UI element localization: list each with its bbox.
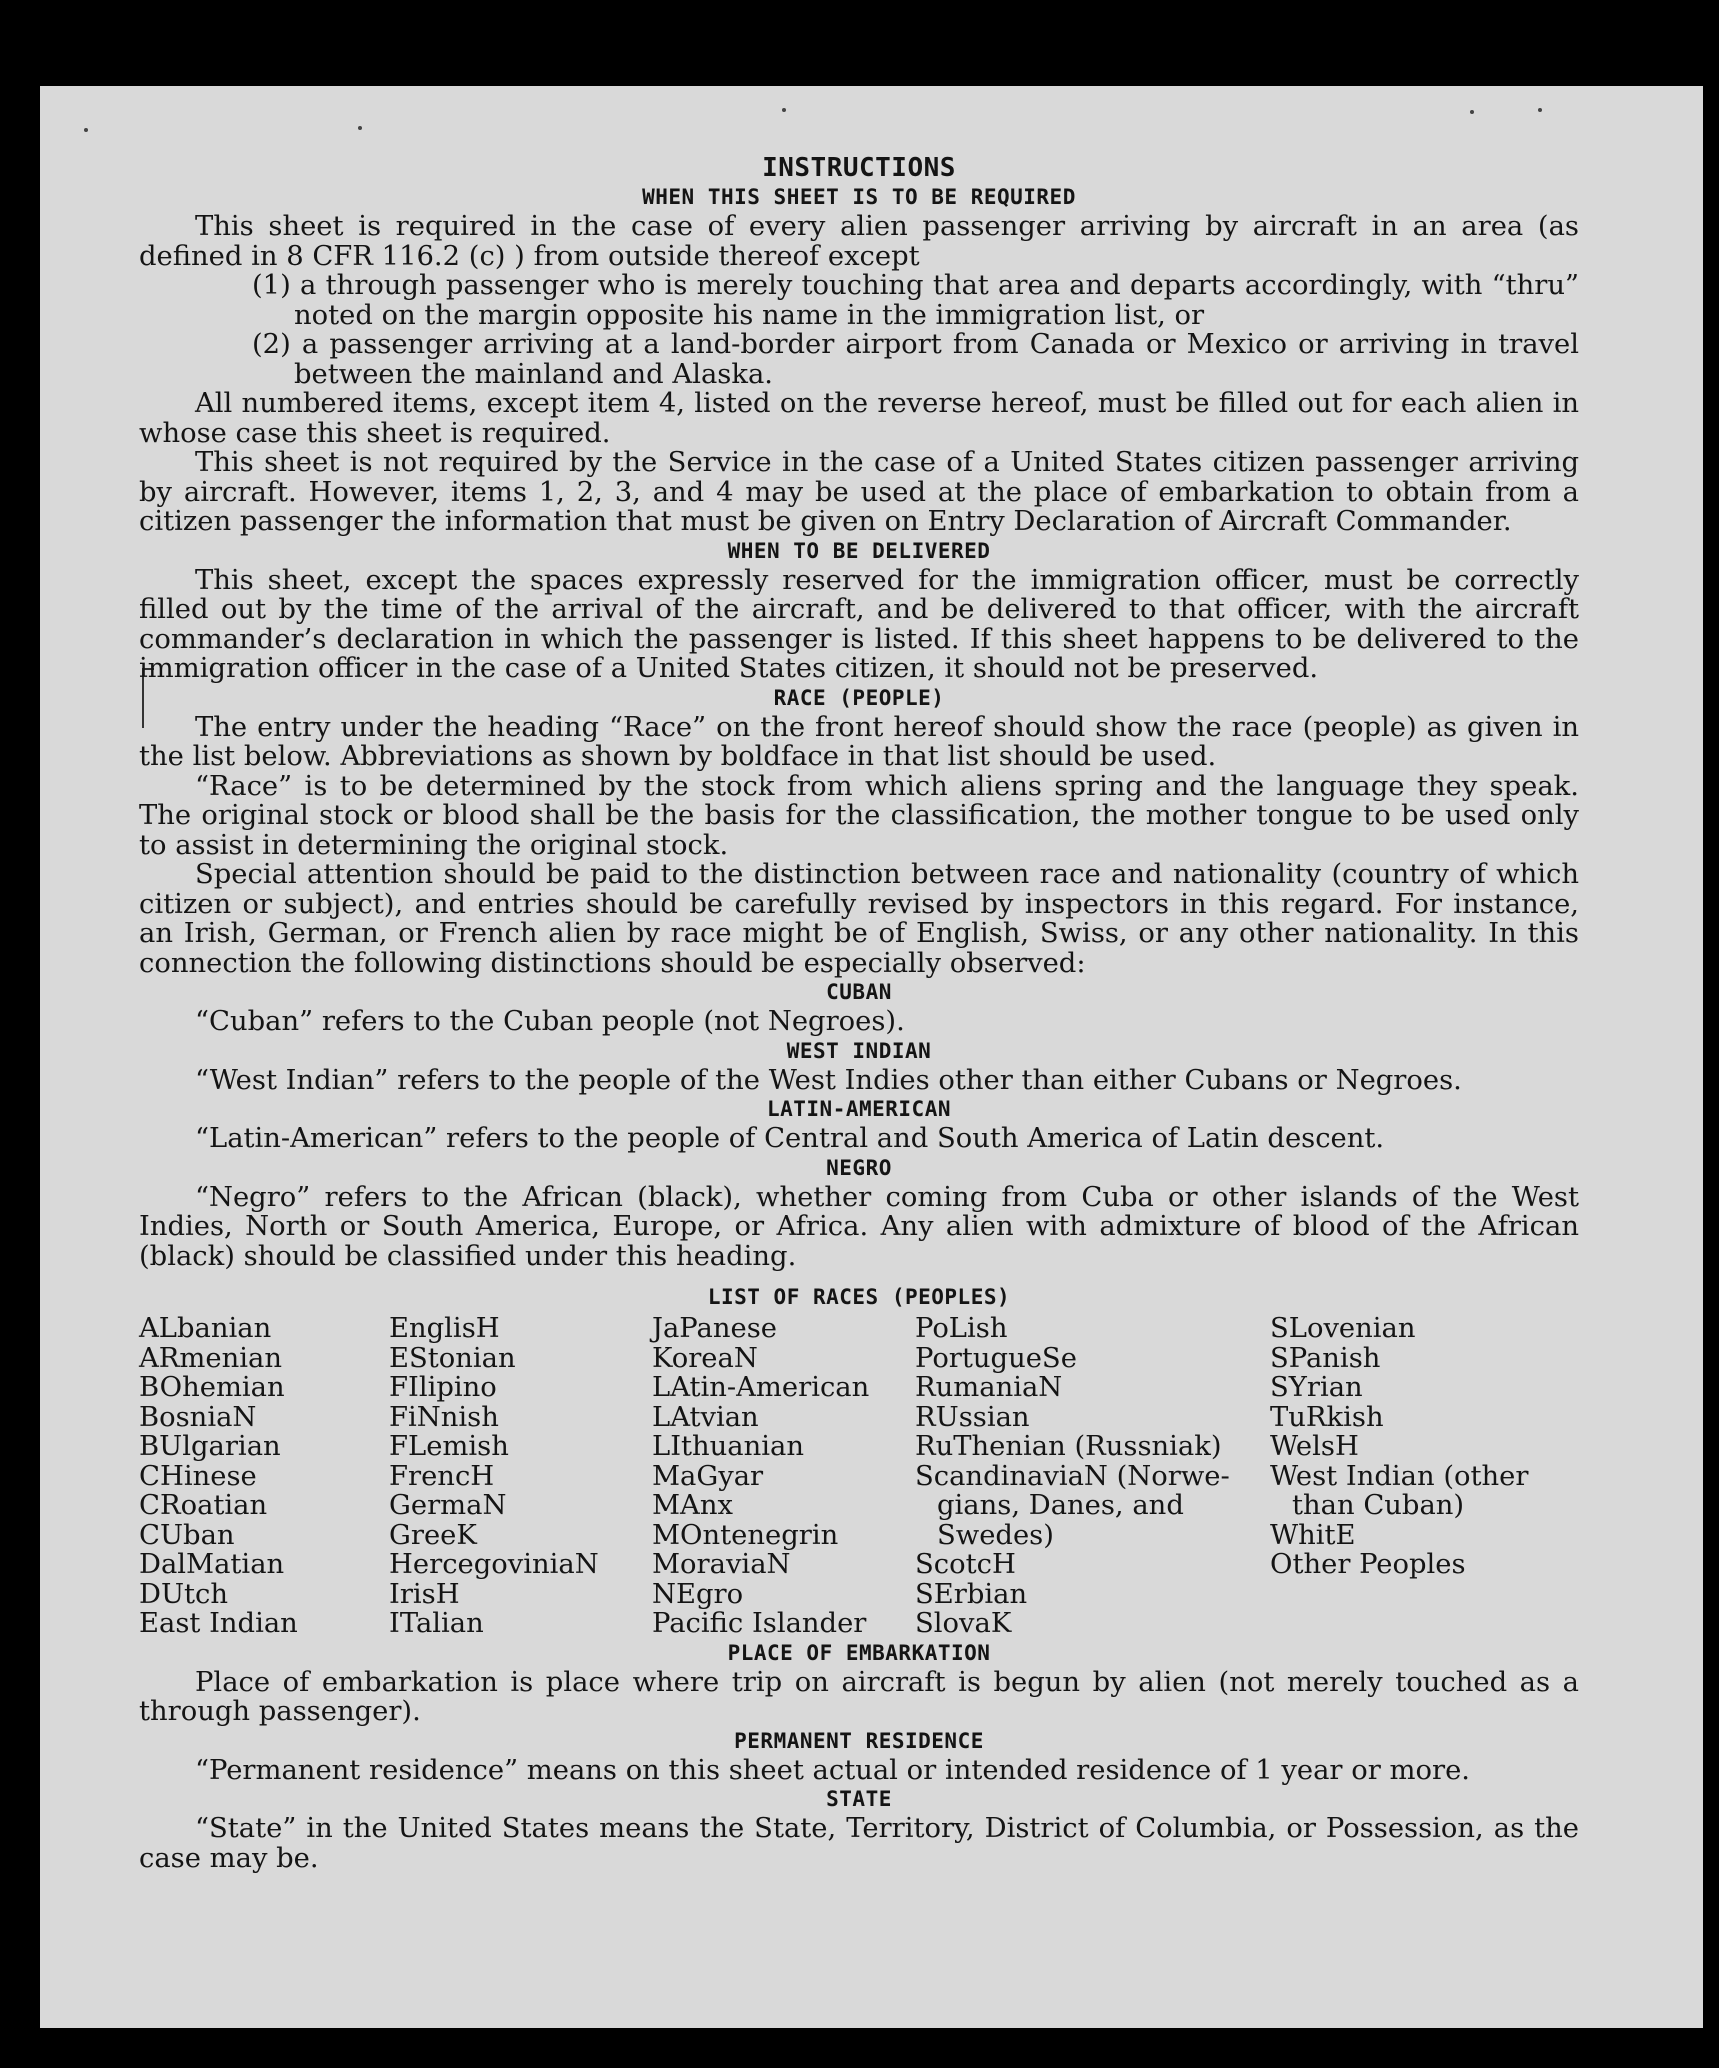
state-para: “State” in the United States means the State, Territory, District of Columbia, or Possession, as the case may be. bbox=[139, 1813, 1579, 1874]
race-item: RUssian bbox=[915, 1401, 1030, 1433]
race-item: WelsH bbox=[1270, 1431, 1359, 1462]
race-item: CRoatian bbox=[139, 1490, 268, 1521]
race-item: MAnx bbox=[652, 1490, 733, 1521]
race-item: FiNnish bbox=[389, 1401, 499, 1433]
section-heading-embarkation: PLACE OF EMBARKATION bbox=[727, 1640, 991, 1665]
race-item: RumaniaN bbox=[915, 1372, 1063, 1403]
race-item: FLemish bbox=[389, 1431, 509, 1462]
document-sheet bbox=[40, 86, 1703, 2028]
section-heading-state: STATE bbox=[826, 1787, 892, 1811]
race-item: FIlipino bbox=[389, 1372, 497, 1403]
race-item: ITalian bbox=[389, 1608, 484, 1639]
when-required-item-1: (1) a through passenger who is merely touching that area and departs accordingly, with “thru” noted on the margin opposite his name in the immigration list, or bbox=[252, 270, 1579, 331]
race-item: BUlgarian bbox=[139, 1431, 281, 1462]
race-item: Other Peoples bbox=[1270, 1549, 1466, 1580]
section-heading-cuban: CUBAN bbox=[826, 980, 892, 1004]
races-column-3 bbox=[652, 1314, 915, 1639]
race-item: DalMatian bbox=[139, 1549, 285, 1580]
race-item: SErbian bbox=[915, 1578, 1028, 1610]
section-heading-when-delivered: WHEN TO BE DELIVERED bbox=[727, 538, 991, 563]
cuban-para: “Cuban” refers to the Cuban people (not Negroes). bbox=[195, 1006, 905, 1037]
race-item: CUban bbox=[139, 1519, 235, 1551]
race-item: Swedes) bbox=[937, 1519, 1054, 1551]
race-para-2: “Race” is to be determined by the stock from which aliens spring and the language they speak. The original stock or blood shall be the basis for the classification, the mother tongue to be used only to assist in determining the original stock. bbox=[139, 770, 1579, 861]
race-item: SLovenian bbox=[1270, 1313, 1416, 1344]
race-item: East Indian bbox=[139, 1608, 298, 1639]
race-item: ScotcH bbox=[915, 1549, 1016, 1580]
section-heading-residence: PERMANENT RESIDENCE bbox=[734, 1728, 984, 1753]
race-item: IrisH bbox=[389, 1578, 460, 1610]
latin-american-para: “Latin-American” refers to the people of Central and South America of Latin descent. bbox=[195, 1123, 1385, 1154]
race-item: ARmenian bbox=[139, 1342, 282, 1374]
race-item: MOntenegrin bbox=[652, 1519, 839, 1551]
race-item: EnglisH bbox=[389, 1313, 500, 1344]
race-item: gians, Danes, and bbox=[937, 1490, 1184, 1521]
race-item: BOhemian bbox=[139, 1372, 285, 1403]
race-item: than Cuban) bbox=[1292, 1490, 1465, 1521]
race-item: SPanish bbox=[1270, 1342, 1381, 1374]
race-item: MaGyar bbox=[652, 1460, 764, 1492]
negro-para: “Negro” refers to the African (black), whether coming from Cuba or other islands of the West Indies, North or South America, Europe, or Africa. Any alien with admixture of blood of the African (black) should be classified under this heading. bbox=[139, 1181, 1579, 1272]
west-indian-para: “West Indian” refers to the people of the West Indies other than either Cubans or Negroes. bbox=[195, 1064, 1462, 1096]
race-item: SlovaK bbox=[915, 1608, 1012, 1639]
section-heading-when-required: WHEN THIS SHEET IS TO BE REQUIRED bbox=[642, 185, 1076, 209]
race-item: GermaN bbox=[389, 1490, 507, 1521]
when-required-intro: This sheet is required in the case of every alien passenger arriving by aircraft in an area (as defined in 8 CFR 116.2 (c) ) from outside thereof except bbox=[139, 211, 1579, 272]
when-required-para-2: All numbered items, except item 4, listed on the reverse hereof, must be filled out for each alien in whose case this sheet is required. bbox=[139, 388, 1579, 449]
races-list bbox=[139, 1314, 1579, 1639]
speck bbox=[1470, 110, 1474, 114]
when-required-para-3: This sheet is not required by the Service in the case of a United States citizen passenger arriving by aircraft. However, items 1, 2, 3, and 4 may be used at the place of embarkation to obtain from a citizen passenger the information that must be given on Entry Declaration of Aircraft Commander. bbox=[139, 447, 1579, 537]
race-item: JaPanese bbox=[652, 1313, 777, 1344]
race-item: KoreaN bbox=[652, 1342, 758, 1374]
page-title: INSTRUCTIONS bbox=[762, 153, 956, 183]
race-item: FrencH bbox=[389, 1460, 495, 1492]
residence-para: “Permanent residence” means on this sheet actual or intended residence of 1 year or more. bbox=[195, 1754, 1470, 1786]
instructions-content bbox=[139, 153, 1579, 1873]
races-column-5 bbox=[1270, 1314, 1560, 1639]
race-item: HercegoviniaN bbox=[389, 1549, 599, 1580]
section-heading-latin-american: LATIN-AMERICAN bbox=[766, 1097, 951, 1121]
race-item: LAtvian bbox=[652, 1401, 759, 1433]
speck bbox=[1538, 108, 1542, 112]
embarkation-para: Place of embarkation is place where trip on aircraft is begun by alien (not merely touched as a through passenger). bbox=[139, 1666, 1579, 1727]
race-item: West Indian (other bbox=[1270, 1460, 1529, 1492]
race-item: EStonian bbox=[389, 1342, 516, 1374]
section-heading-west-indian: WEST INDIAN bbox=[786, 1038, 932, 1063]
race-item: LIthuanian bbox=[652, 1431, 804, 1462]
when-required-item-2: (2) a passenger arriving at a land-border airport from Canada or Mexico or arriving in travel between the mainland and Alaska. bbox=[252, 329, 1579, 390]
race-item: ScandinaviaN (Norwe- bbox=[915, 1460, 1230, 1492]
races-column-1 bbox=[139, 1314, 389, 1639]
race-item: PortugueSe bbox=[915, 1342, 1077, 1374]
races-column-2 bbox=[389, 1314, 652, 1639]
speck bbox=[84, 128, 88, 132]
when-delivered-para: This sheet, except the spaces expressly reserved for the immigration officer, must be correctly filled out by the time of the arrival of the aircraft, and be delivered to that officer, with the aircraft commander’s declaration in which the passenger is listed. If this sheet happens to be delivered to the immigration officer in the case of a United States citizen, it should not be preserved. bbox=[139, 564, 1579, 684]
races-column-4 bbox=[915, 1314, 1270, 1639]
race-item: NEgro bbox=[652, 1578, 744, 1610]
race-item: DUtch bbox=[139, 1578, 229, 1610]
race-para-3: Special attention should be paid to the distinction between race and nationality (country of which citizen or subject), and entries should be carefully revised by inspectors in this regard. For instance, an Irish, German, or French alien by race might be of English, Swiss, or any other nationality. In this connection the following distinctions should be especially observed: bbox=[139, 859, 1579, 979]
race-item: MoraviaN bbox=[652, 1549, 791, 1580]
race-item: Pacific Islander bbox=[652, 1608, 867, 1639]
speck bbox=[358, 126, 362, 130]
section-heading-list-of-races: LIST OF RACES (PEOPLES) bbox=[707, 1285, 1011, 1309]
race-item: LAtin-American bbox=[652, 1372, 870, 1403]
section-heading-negro: NEGRO bbox=[826, 1155, 892, 1180]
race-item: WhitE bbox=[1270, 1519, 1356, 1551]
race-para-1: The entry under the heading “Race” on the front hereof should show the race (people) as given in the list below. Abbreviations as shown by boldface in that list should be used. bbox=[139, 711, 1579, 772]
race-item: ALbanian bbox=[139, 1313, 272, 1344]
race-item: PoLish bbox=[915, 1313, 1008, 1344]
speck bbox=[782, 108, 786, 112]
section-heading-race: RACE (PEOPLE) bbox=[773, 685, 945, 710]
race-item: TuRkish bbox=[1270, 1401, 1384, 1433]
race-item: RuThenian (Russniak) bbox=[915, 1431, 1222, 1462]
race-item: SYrian bbox=[1270, 1372, 1363, 1403]
race-item: CHinese bbox=[139, 1460, 257, 1492]
race-item: GreeK bbox=[389, 1519, 477, 1551]
race-item: BosniaN bbox=[139, 1401, 257, 1433]
